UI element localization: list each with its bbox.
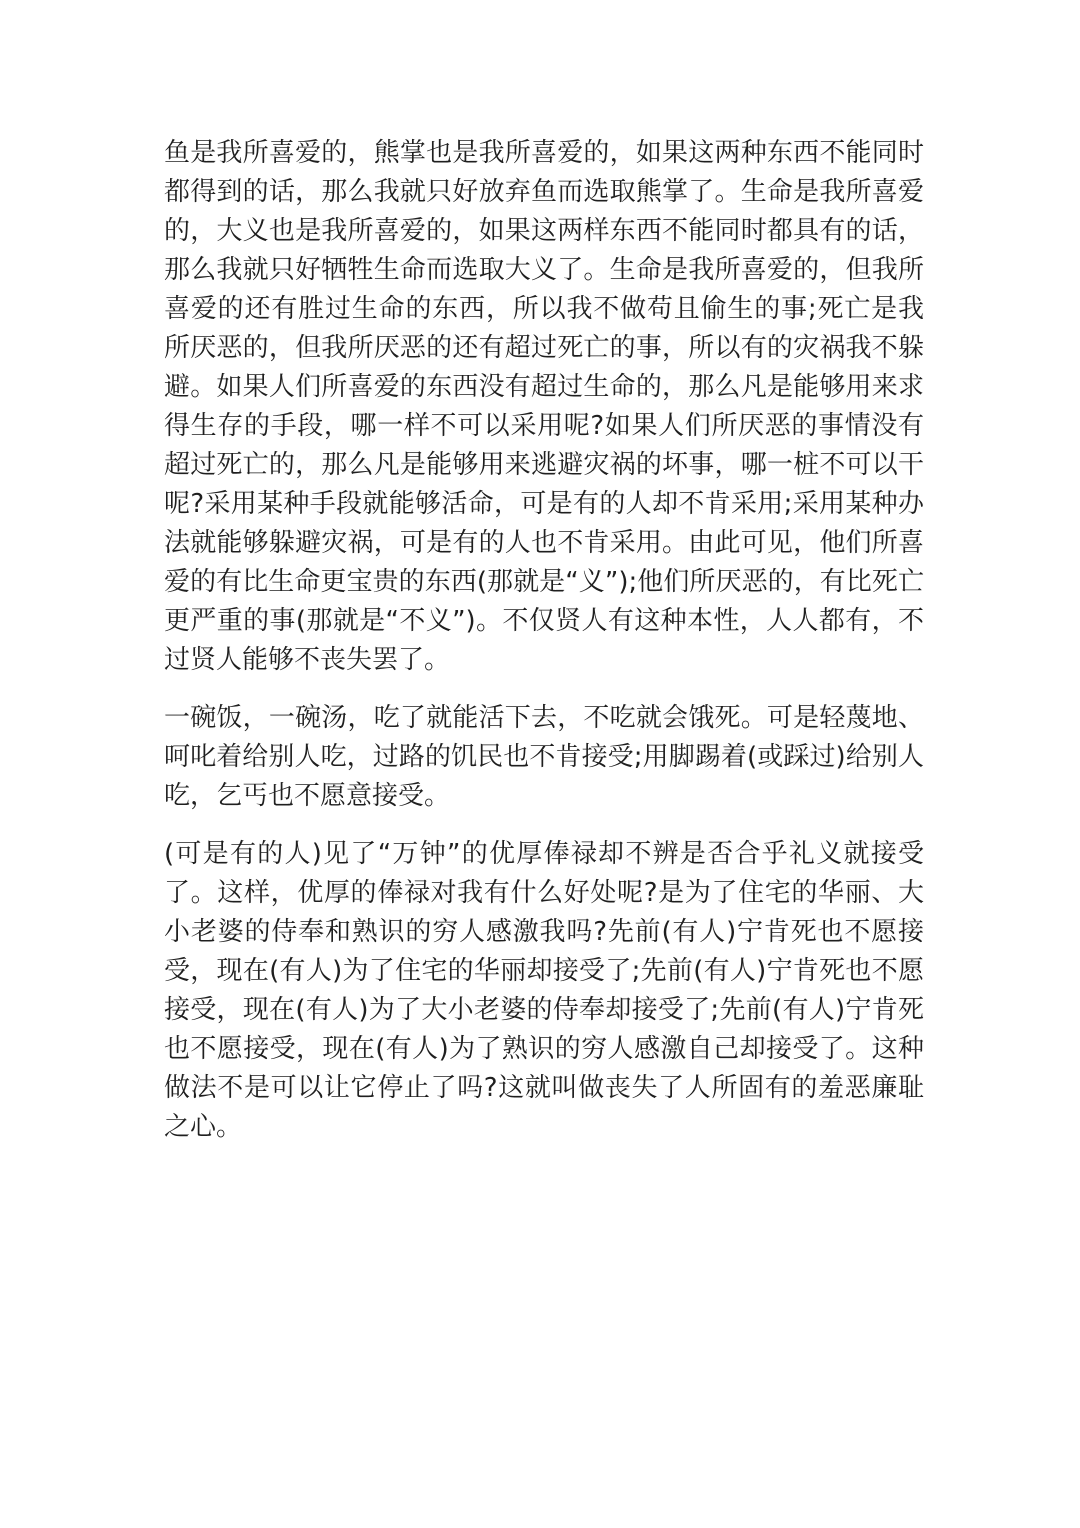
paragraph-3: (可是有的人)见了“万钟”的优厚俸禄却不辨是否合乎礼义就接受了。这样，优厚的俸禄对我有什么好处呢?是为了住宅的华丽、大小老婆的侍奉和熟识的穷人感激我吗?先前(有人)宁肯死也不愿接受，现在(有人)为了住宅的华丽却接受了;先前(有人)宁肯死也不愿接受，现在(有人)为了大小老婆的侍奉却接受了;先前(有人)宁肯死也不愿接受，现在(有人)为了熟识的穷人感激自己却接受了。这种做法不是可以让它停止了吗?这就叫做丧失了人所固有的羞恶廉耻之心。 <box>164 839 924 1142</box>
paragraph-2: 一碗饭，一碗汤，吃了就能活下去，不吃就会饿死。可是轻蔑地、呵叱着给别人吃，过路的饥民也不肯接受;用脚踢着(或踩过)给别人吃，乞丐也不愿意接受。 <box>164 703 924 811</box>
paragraph-1: 鱼是我所喜爱的，熊掌也是我所喜爱的，如果这两种东西不能同时都得到的话，那么我就只好放弃鱼而选取熊掌了。生命是我所喜爱的，大义也是我所喜爱的，如果这两样东西不能同时都具有的话，那么我就只好牺牲生命而选取大义了。生命是我所喜爱的，但我所喜爱的还有胜过生命的东西，所以我不做苟且偷生的事;死亡是我所厌恶的，但我所厌恶的还有超过死亡的事，所以有的灾祸我不躲避。如果人们所喜爱的东西没有超过生命的，那么凡是能够用来求得生存的手段，哪一样不可以采用呢?如果人们所厌恶的事情没有超过死亡的，那么凡是能够用来逃避灾祸的坏事，哪一桩不可以干呢?采用某种手段就能够活命，可是有的人却不肯采用;采用某种办法就能够躲避灾祸，可是有的人也不肯采用。由此可见，他们所喜爱的有比生命更宝贵的东西(那就是“义”);他们所厌恶的，有比死亡更严重的事(那就是“不义”)。不仅贤人有这种本性，人人都有，不过贤人能够不丧失罢了。 <box>164 138 924 675</box>
document-body <box>164 134 924 1166</box>
